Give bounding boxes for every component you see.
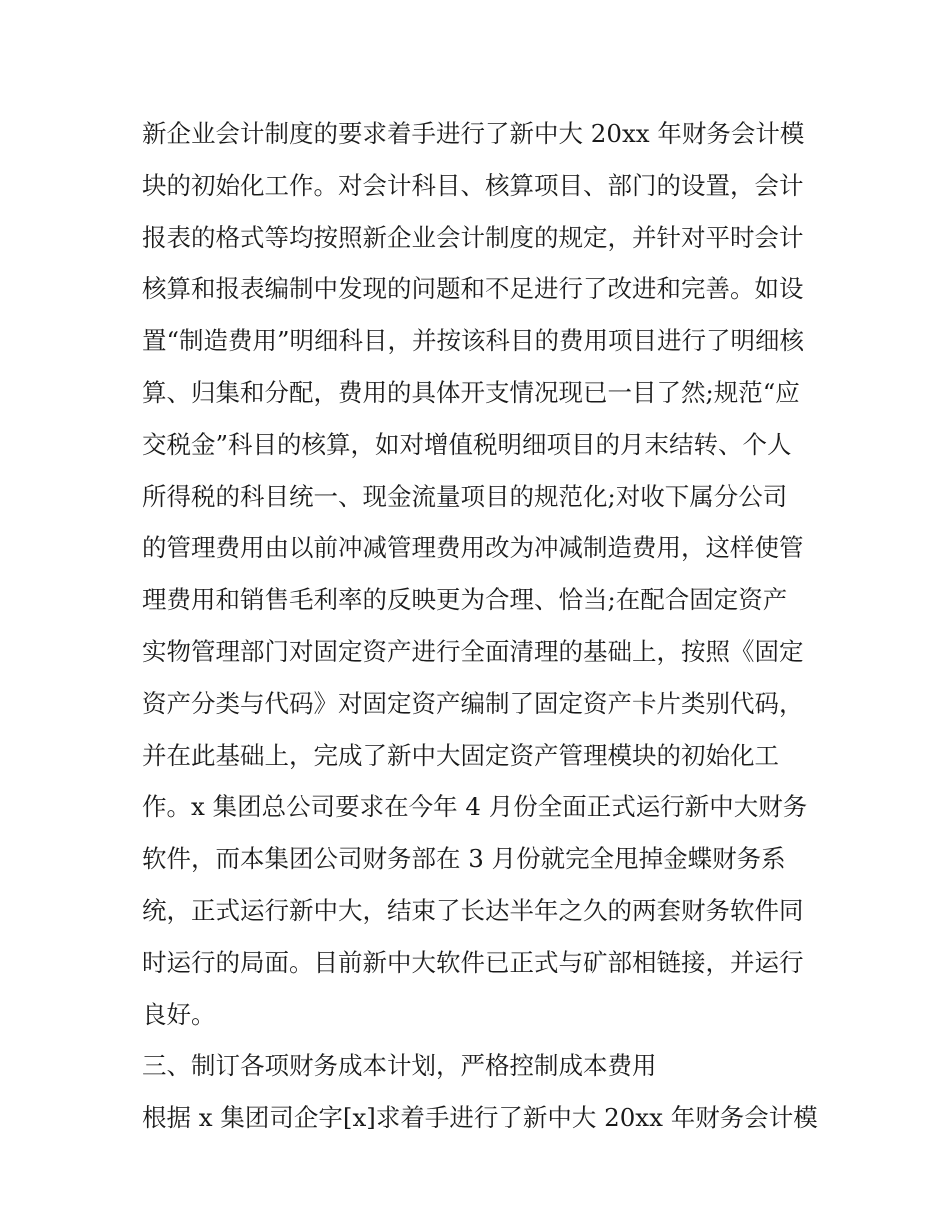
text-line: 资产分类与代码》对固定资产编制了固定资产卡片类别代码，	[142, 688, 804, 718]
document-body	[142, 108, 822, 1144]
text-line: 核算和报表编制中发现的问题和不足进行了改进和完善。如设	[142, 274, 804, 304]
text-line: 报表的格式等均按照新企业会计制度的规定，并针对平时会计	[142, 222, 804, 252]
text-line: 交税金”科目的核算，如对增值税明细项目的月末结转、个人	[142, 429, 792, 459]
text-line: 实物管理部门对固定资产进行全面清理的基础上，按照《固定	[142, 636, 804, 666]
text-line: 软件，而本集团公司财务部在 3 月份就完全甩掉金蝶财务系	[142, 844, 786, 874]
text-line: 根据 x 集团司企字[x]求着手进行了新中大 20xx 年财务会计模	[142, 1103, 818, 1133]
text-line: 新企业会计制度的要求着手进行了新中大 20xx 年财务会计模	[142, 119, 805, 148]
text-line: 的管理费用由以前冲减管理费用改为冲减制造费用，这样使管	[142, 533, 804, 563]
text-line: 统，正式运行新中大，结束了长达半年之久的两套财务软件同	[142, 895, 804, 925]
text-line: 算、归集和分配，费用的具体开支情况现已一目了然;规范“应	[142, 377, 800, 407]
text-line: 并在此基础上，完成了新中大固定资产管理模块的初始化工	[142, 740, 779, 770]
text-line: 块的初始化工作。对会计科目、核算项目、部门的设置，会计	[142, 170, 804, 200]
text-line: 时运行的局面。目前新中大软件已正式与矿部相链接，并运行	[142, 947, 804, 977]
text-line: 良好。	[142, 999, 216, 1029]
text-line: 所得税的科目统一、现金流量项目的规范化;对收下属分公司	[142, 481, 788, 511]
text-line: 置“制造费用”明细科目，并按该科目的费用项目进行了明细核	[142, 326, 805, 356]
section-heading: 三、制订各项财务成本计划，严格控制成本费用	[142, 1051, 657, 1081]
text-line: 理费用和销售毛利率的反映更为合理、恰当;在配合固定资产	[142, 585, 788, 615]
text-line: 作。x 集团总公司要求在今年 4 月份全面正式运行新中大财务	[142, 792, 808, 822]
